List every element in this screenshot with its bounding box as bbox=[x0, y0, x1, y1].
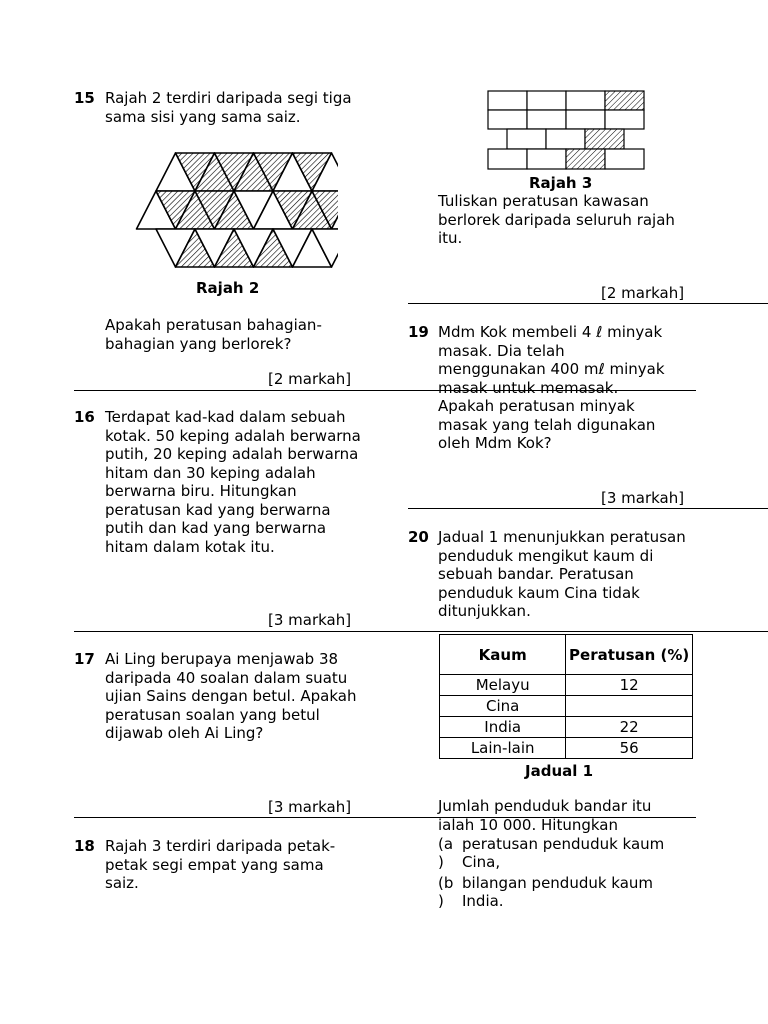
sub-b-open: (b bbox=[438, 874, 454, 892]
table-cell-kaum: Cina bbox=[440, 696, 566, 717]
sub-a-line1: peratusan penduduk kaum bbox=[462, 835, 665, 853]
population-table bbox=[439, 634, 693, 759]
table-row bbox=[440, 675, 693, 696]
question-20-prompt bbox=[438, 797, 708, 834]
sub-a-line2: Cina, bbox=[462, 853, 501, 871]
figure-3-caption: Rajah 3 bbox=[529, 174, 593, 192]
table-cell-pct: 12 bbox=[566, 675, 693, 696]
question-15-number: 15 bbox=[74, 89, 95, 107]
table-row bbox=[440, 696, 693, 717]
question-16-number: 16 bbox=[74, 408, 95, 426]
question-20-text: Jadual 1 menunjukkan peratusan penduduk mengikut kaum di sebuah bandar. Peratusan penduduk kaum Cina tidak ditunjukkan. bbox=[438, 528, 686, 620]
table-cell-pct: 56 bbox=[566, 738, 693, 759]
question-19-line: menggunakan 400 mℓ minyak bbox=[438, 360, 665, 378]
question-15-question: Apakah peratusan bahagian-bahagian yang berlorek? bbox=[105, 316, 322, 353]
question-19-text bbox=[438, 323, 708, 453]
question-19-line: masak yang telah digunakan bbox=[438, 415, 656, 434]
sub-b-line2: India. bbox=[462, 892, 504, 910]
sub-a-close: ) bbox=[438, 853, 444, 871]
triangle-diagram bbox=[128, 150, 338, 270]
question-19-line: masak untuk memasak. bbox=[438, 378, 619, 397]
question-18-marks: [2 markah] bbox=[601, 284, 685, 302]
table-row bbox=[440, 717, 693, 738]
question-15-text: Rajah 2 terdiri daripada segi tiga sama sisi yang sama saiz. bbox=[105, 89, 352, 126]
table-row bbox=[440, 738, 693, 759]
question-17-marks: [3 markah] bbox=[268, 798, 352, 816]
question-19-line: Mdm Kok membeli 4 ℓ minyak bbox=[438, 323, 663, 341]
question-17-text: Ai Ling berupaya menjawab 38 daripada 40 soalan dalam suatu ujian Sains dengan betul. Apakah peratusan soalan yang betul dijawab oleh Ai Ling? bbox=[105, 650, 357, 742]
table-cell-pct bbox=[566, 696, 693, 717]
question-16-marks: [3 markah] bbox=[268, 611, 352, 629]
question-20-line: Jumlah penduduk bandar itu bbox=[438, 797, 652, 815]
question-19-line: oleh Mdm Kok? bbox=[438, 434, 552, 452]
table-cell-kaum: Lain-lain bbox=[440, 738, 566, 759]
sub-a-open: (a bbox=[438, 835, 454, 853]
table-cell-kaum: India bbox=[440, 717, 566, 738]
question-19-marks: [3 markah] bbox=[601, 489, 685, 507]
sub-b-line1: bilangan penduduk kaum bbox=[462, 874, 654, 892]
question-19-line: masak. Dia telah bbox=[438, 341, 565, 360]
sub-b-close: ) bbox=[438, 892, 444, 910]
question-18-number: 18 bbox=[74, 837, 95, 855]
divider-16-17 bbox=[74, 631, 768, 632]
figure-2-caption: Rajah 2 bbox=[196, 279, 260, 297]
question-20-line: ialah 10 000. Hitungkan bbox=[438, 815, 618, 834]
table-cell-kaum: Melayu bbox=[440, 675, 566, 696]
question-18-text: Rajah 3 terdiri daripada petak-petak segi empat yang sama saiz. bbox=[105, 837, 336, 892]
question-16-text: Terdapat kad-kad dalam sebuah kotak. 50 keping adalah berwarna putih, 20 keping adalah berwarna hitam dan 30 keping adalah berwarna biru. Hitungkan peratusan kad yang berwarna putih dan kad yang berwarna hitam dalam kotak itu. bbox=[105, 408, 361, 556]
table-header-kaum: Kaum bbox=[440, 635, 566, 675]
question-18-question: Tuliskan peratusan kawasan berlorek daripada seluruh rajah itu. bbox=[438, 192, 675, 247]
question-19-number: 19 bbox=[408, 323, 429, 341]
table-header-peratusan: Peratusan (%) bbox=[566, 635, 693, 675]
table-1-caption: Jadual 1 bbox=[525, 762, 594, 780]
rectangle-grid-diagram bbox=[486, 90, 646, 172]
question-17-number: 17 bbox=[74, 650, 95, 668]
question-15-marks: [2 markah] bbox=[268, 370, 352, 388]
table-cell-pct: 22 bbox=[566, 717, 693, 738]
divider-19-20 bbox=[408, 508, 768, 509]
divider-18-19 bbox=[408, 303, 768, 304]
question-20-number: 20 bbox=[408, 528, 429, 546]
question-19-line: Apakah peratusan minyak bbox=[438, 397, 635, 415]
